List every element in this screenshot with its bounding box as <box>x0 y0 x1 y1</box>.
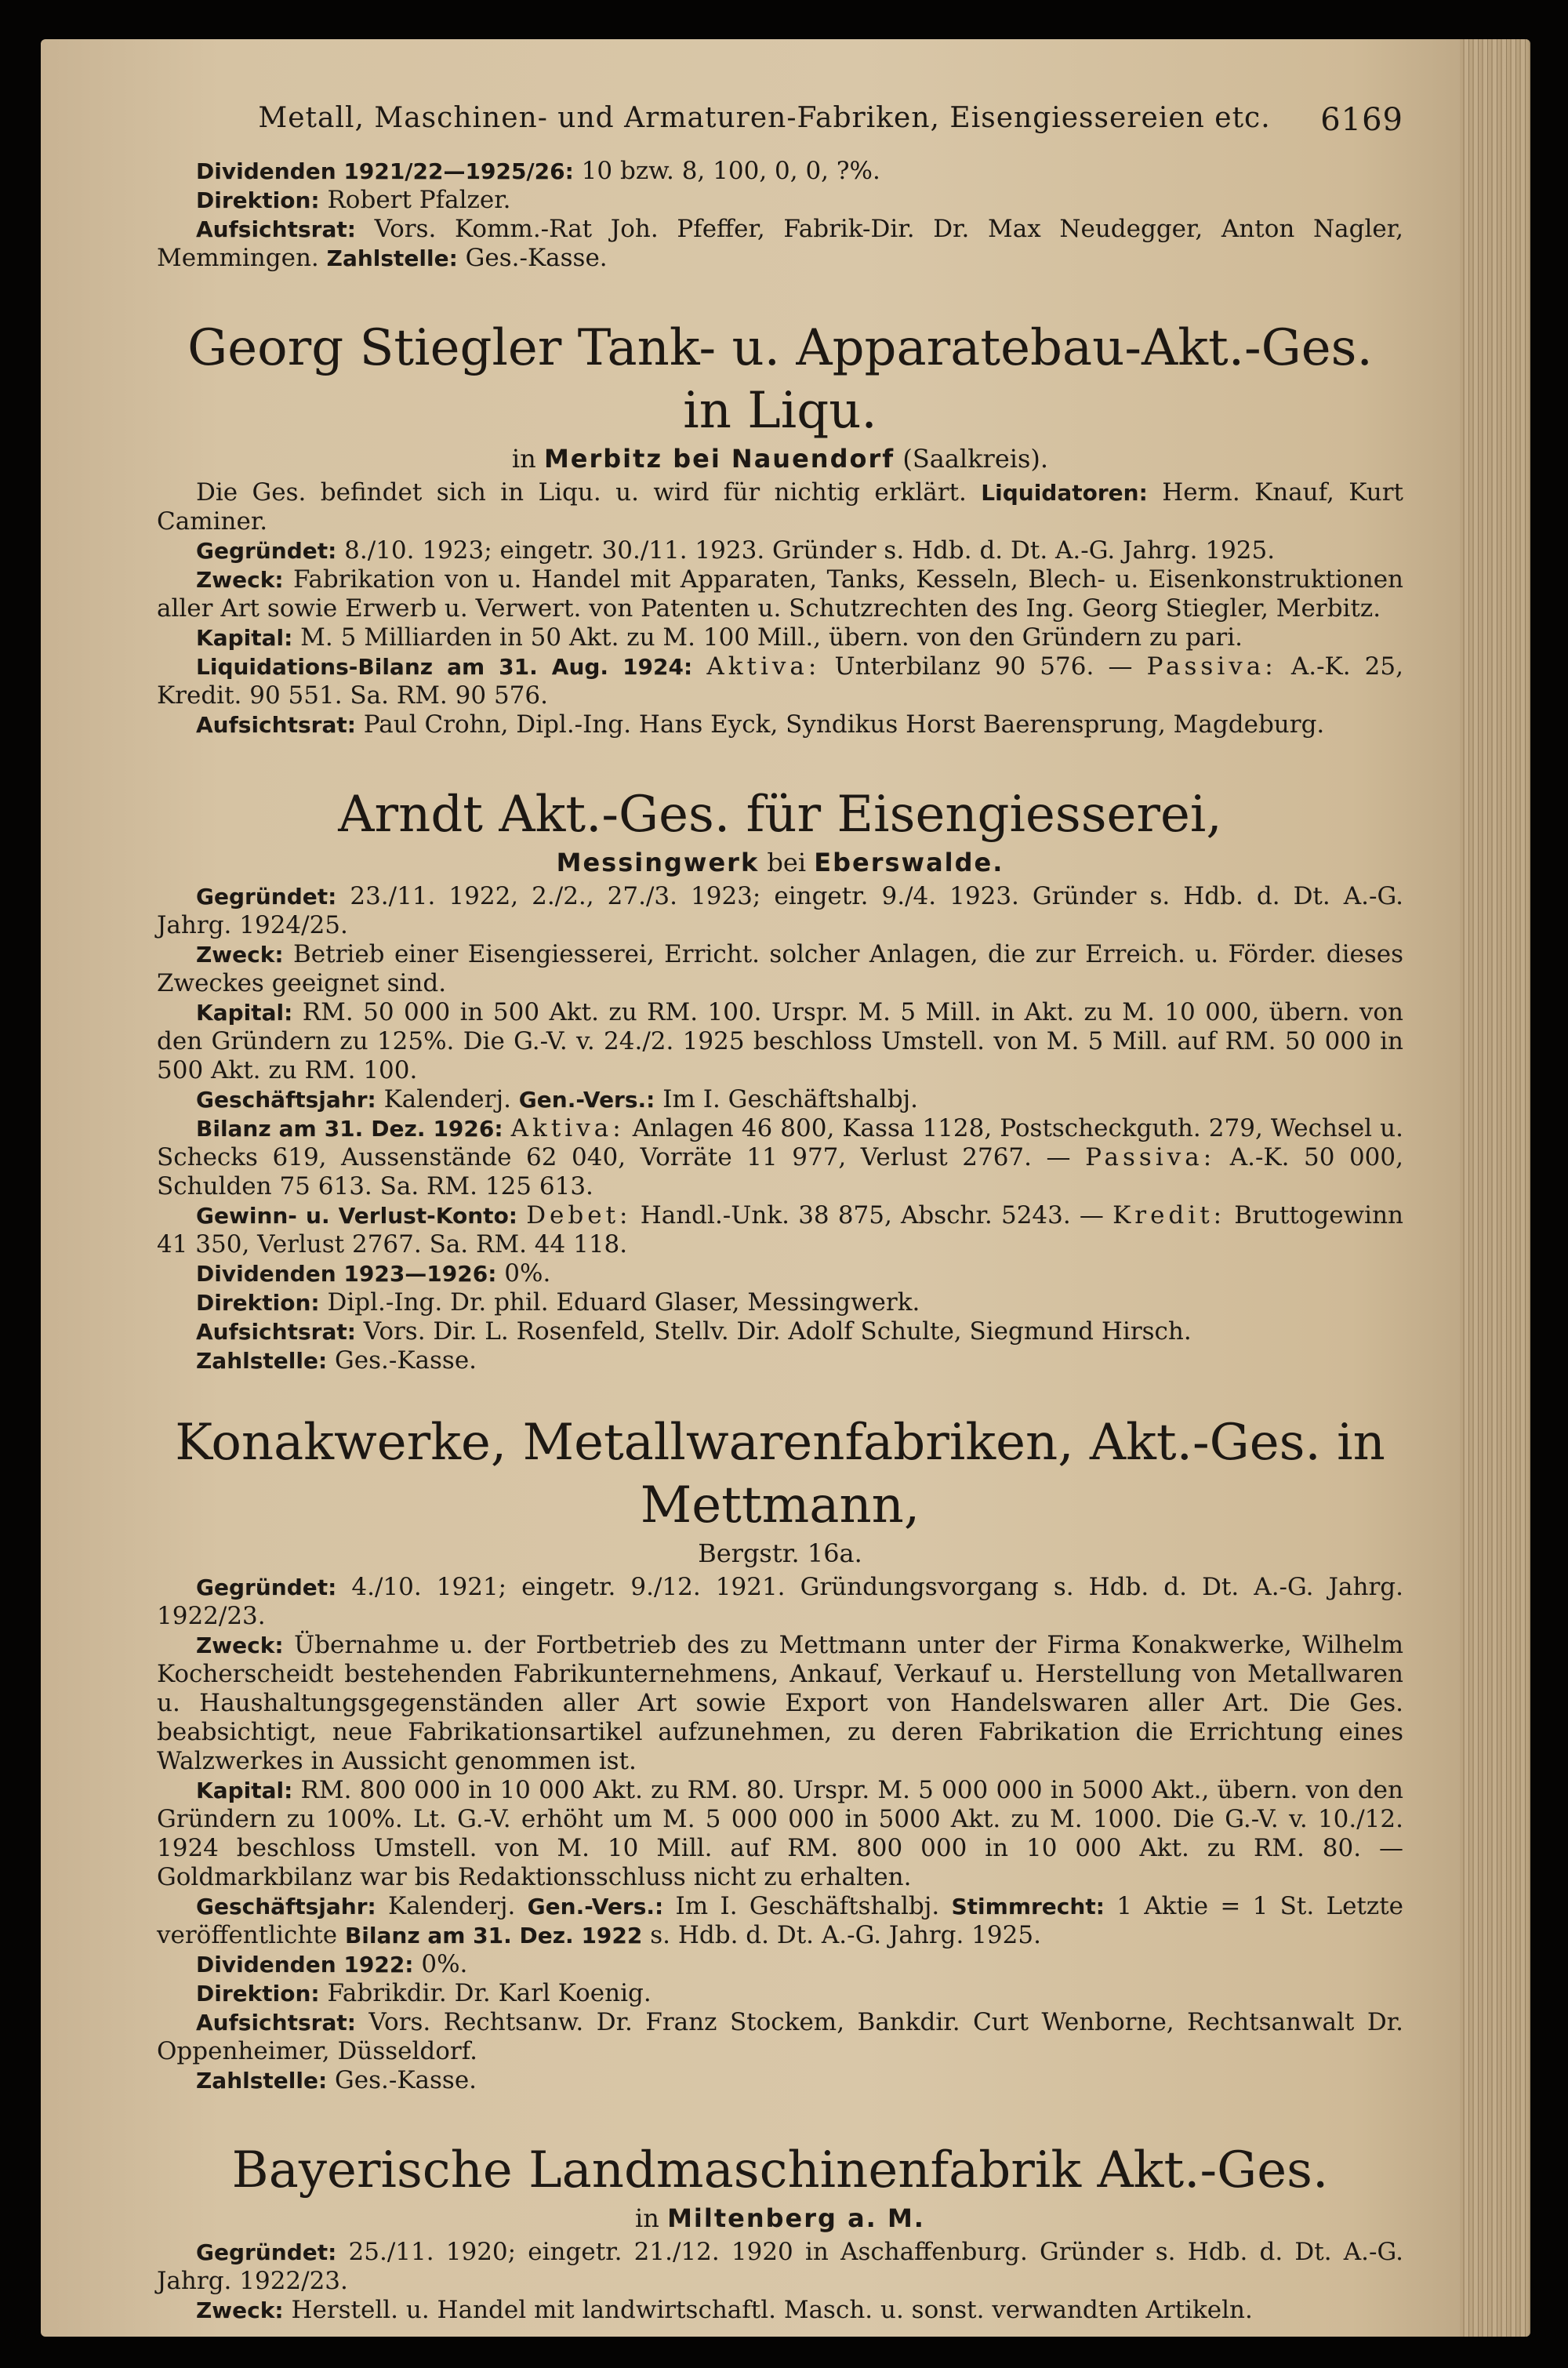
stiegler-kapital: Kapital: M. 5 Milliarden in 50 Akt. zu M. 100 Mill., übern. von den Gründern zu pari. <box>196 623 1243 652</box>
konak-gegruendet: Gegründet: 4./10. 1921; eingetr. 9./12. 1921. Gründungsvorgang s. Hdb. d. Dt. A.-G. Jahrg. 1922/23. <box>157 1573 1403 1630</box>
stiegler-intro: Die Ges. befindet sich in Liqu. u. wird für nichtig erklärt. Liquidatoren: Herm. Knauf, Kurt Caminer. <box>157 478 1404 536</box>
entry-title-arndt: Arndt Akt.-Ges. für Eisengiesserei, <box>338 786 1222 844</box>
arndt-dividenden: Dividenden 1923—1926: 0%. <box>196 1259 551 1288</box>
scanned-page <box>41 39 1530 2337</box>
entry-konakwerke <box>157 1411 1403 2095</box>
running-head <box>157 102 1403 157</box>
arndt-zahlstelle: Zahlstelle: Ges.-Kasse. <box>196 1346 477 1375</box>
arndt-direktion: Direktion: Dipl.-Ing. Dr. phil. Eduard Glaser, Messingwerk. <box>196 1288 920 1317</box>
arndt-gewinn-verlust: Gewinn- u. Verlust-Konto: Debet: Handl.-Unk. 38 875, Abschr. 5243. — Kredit: Bruttogewinn 41 350, Verlust 2767. Sa. RM. 44 118. <box>157 1201 1404 1258</box>
konak-direktion: Direktion: Fabrikdir. Dr. Karl Koenig. <box>196 1979 652 2007</box>
bayerische-zweck: Zweck: Herstell. u. Handel mit landwirtschaftl. Masch. u. sonst. verwandten Artikeln. <box>196 2296 1253 2324</box>
page-edge-shadow <box>1460 39 1530 2337</box>
entry-address-konakwerke: Bergstr. 16a. <box>698 1538 862 1568</box>
entry-arndt <box>157 783 1403 1375</box>
stiegler-zweck: Zweck: Fabrikation von u. Handel mit Apparaten, Tanks, Kesseln, Blech- u. Eisenkonstruktionen aller Art sowie Erwerb u. Verwert. von Patenten u. Schutzrechten des Ing. Georg Stiegler, Merbitz. <box>157 565 1403 623</box>
arndt-geschaeftsjahr: Geschäftsjahr: Kalenderj. Gen.-Vers.: Im I. Geschäftshalbj. <box>196 1085 919 1113</box>
stiegler-bilanz: Liquidations-Bilanz am 31. Aug. 1924: Aktiva: Unterbilanz 90 576. — Passiva: A.-K. 25, Kredit. 90 551. Sa. RM. 90 576. <box>157 652 1403 710</box>
arndt-kapital: Kapital: RM. 50 000 in 500 Akt. zu RM. 100. Urspr. M. 5 Mill. in Akt. zu M. 10 000, übern. von den Gründern zu 125%. Die G.-V. v. 24./2. 1925 beschloss Umstell. von M. 5 Mill. auf RM. 50 000 in 500 Akt. zu RM. 100. <box>157 998 1403 1084</box>
arndt-zweck: Zweck: Betrieb einer Eisengiesserei, Erricht. solcher Anlagen, die zur Erreich. u. Förder. dieses Zweckes geeignet sind. <box>157 940 1403 997</box>
entry-title-konakwerke: Konakwerke, Metallwarenfabriken, Akt.-Ges. in Mettmann, <box>175 1414 1385 1534</box>
konak-kapital: Kapital: RM. 800 000 in 10 000 Akt. zu RM. 80. Urspr. M. 5 000 000 in 5000 Akt., übern. von den Gründern zu 100%. Lt. G.-V. erhöht um M. 5 000 000 in 5000 Akt. zu M. 1000. Die G.-V. v. 10./12. 1924 beschloss Umstell. von M. 10 Mill. auf RM. 800 000 in 10 000 Akt. zu RM. 80. — Goldmarkbilanz war bis Redaktionsschluss nicht zu erhalten. <box>157 1776 1403 1891</box>
konak-zweck: Zweck: Übernahme u. der Fortbetrieb des zu Mettmann unter der Firma Konakwerke, Wilhelm Kocherscheidt bestehenden Fabrikunternehmens, Ankauf, Verkauf u. Herstellung von Metallwaren u. Haushaltungsgegenständen aller Art sowie Export von Handelswaren aller Art. Die Ges. beabsichtigt, neue Fabrikationsartikel aufzunehmen, zu deren Fabrikation die Errichtung eines Walzwerkes in Aussicht genommen ist. <box>157 1631 1403 1775</box>
entry-location-arndt: Messingwerk bei Eberswalde. <box>556 848 1004 877</box>
konak-zahlstelle: Zahlstelle: Ges.-Kasse. <box>196 2066 477 2094</box>
entry-stiegler <box>157 317 1403 739</box>
entry-bayerische <box>157 2139 1403 2325</box>
stiegler-aufsichtsrat: Aufsichtsrat: Paul Crohn, Dipl.-Ing. Hans Eyck, Syndikus Horst Baerensprung, Magdeburg. <box>196 710 1325 739</box>
prev-dividenden: Dividenden 1921/22—1925/26: 10 bzw. 8, 100, 0, 0, ?%. <box>196 157 880 185</box>
prev-entry <box>157 157 1403 273</box>
arndt-gegruendet: Gegründet: 23./11. 1922, 2./2., 27./3. 1923; eingetr. 9./4. 1923. Gründer s. Hdb. d. Dt. A.-G. Jahrg. 1924/25. <box>157 882 1403 939</box>
konak-dividenden: Dividenden 1922: 0%. <box>196 1950 468 1978</box>
entry-title-stiegler: Georg Stiegler Tank- u. Apparatebau-Akt.-Ges. in Liqu. <box>187 319 1373 440</box>
stiegler-gegruendet: Gegründet: 8./10. 1923; eingetr. 30./11. 1923. Gründer s. Hdb. d. Dt. A.-G. Jahrg. 1925. <box>196 536 1276 565</box>
bayerische-gegruendet: Gegründet: 25./11. 1920; eingetr. 21./12. 1920 in Aschaffenburg. Gründer s. Hdb. d. Dt. A.-G. Jahrg. 1922/23. <box>157 2238 1403 2295</box>
entry-location-stiegler: in Merbitz bei Nauendorf (Saalkreis). <box>511 444 1049 474</box>
entry-title-bayerische: Bayerische Landmaschinenfabrik Akt.-Ges. <box>231 2141 1329 2199</box>
running-head-title: Metall, Maschinen- und Armaturen-Fabriken, Eisengiessereien etc. <box>258 102 1271 134</box>
entry-location-bayerische: in Miltenberg a. M. <box>635 2203 925 2233</box>
prev-aufsichtsrat: Aufsichtsrat: Vors. Komm.-Rat Joh. Pfeffer, Fabrik-Dir. Dr. Max Neudegger, Anton Nagler, Memmingen. Zahlstelle: Ges.-Kasse. <box>157 215 1404 272</box>
arndt-bilanz: Bilanz am 31. Dez. 1926: Aktiva: Anlagen 46 800, Kassa 1128, Postscheckguth. 279, Wechsel u. Schecks 619, Aussenstände 62 040, Vorräte 11 977, Verlust 2767. — Passiva: A.-K. 50 000, Schulden 75 613. Sa. RM. 125 613. <box>157 1114 1404 1200</box>
prev-direktion: Direktion: Robert Pfalzer. <box>196 186 511 214</box>
page-content <box>157 102 1403 2325</box>
arndt-aufsichtsrat: Aufsichtsrat: Vors. Dir. L. Rosenfeld, Stellv. Dir. Adolf Schulte, Siegmund Hirsch. <box>196 1317 1192 1346</box>
konak-aufsichtsrat: Aufsichtsrat: Vors. Rechtsanw. Dr. Franz Stockem, Bankdir. Curt Wenborne, Rechtsanwalt Dr. Oppenheimer, Düsseldorf. <box>157 2008 1403 2065</box>
konak-geschaeftsjahr: Geschäftsjahr: Kalenderj. Gen.-Vers.: Im I. Geschäftshalbj. Stimmrecht: 1 Aktie = 1 St. Letzte veröffentlichte Bilanz am 31. Dez. 1922 s. Hdb. d. Dt. A.-G. Jahrg. 1925. <box>157 1892 1404 1949</box>
page-number: 6169 <box>1320 102 1403 138</box>
